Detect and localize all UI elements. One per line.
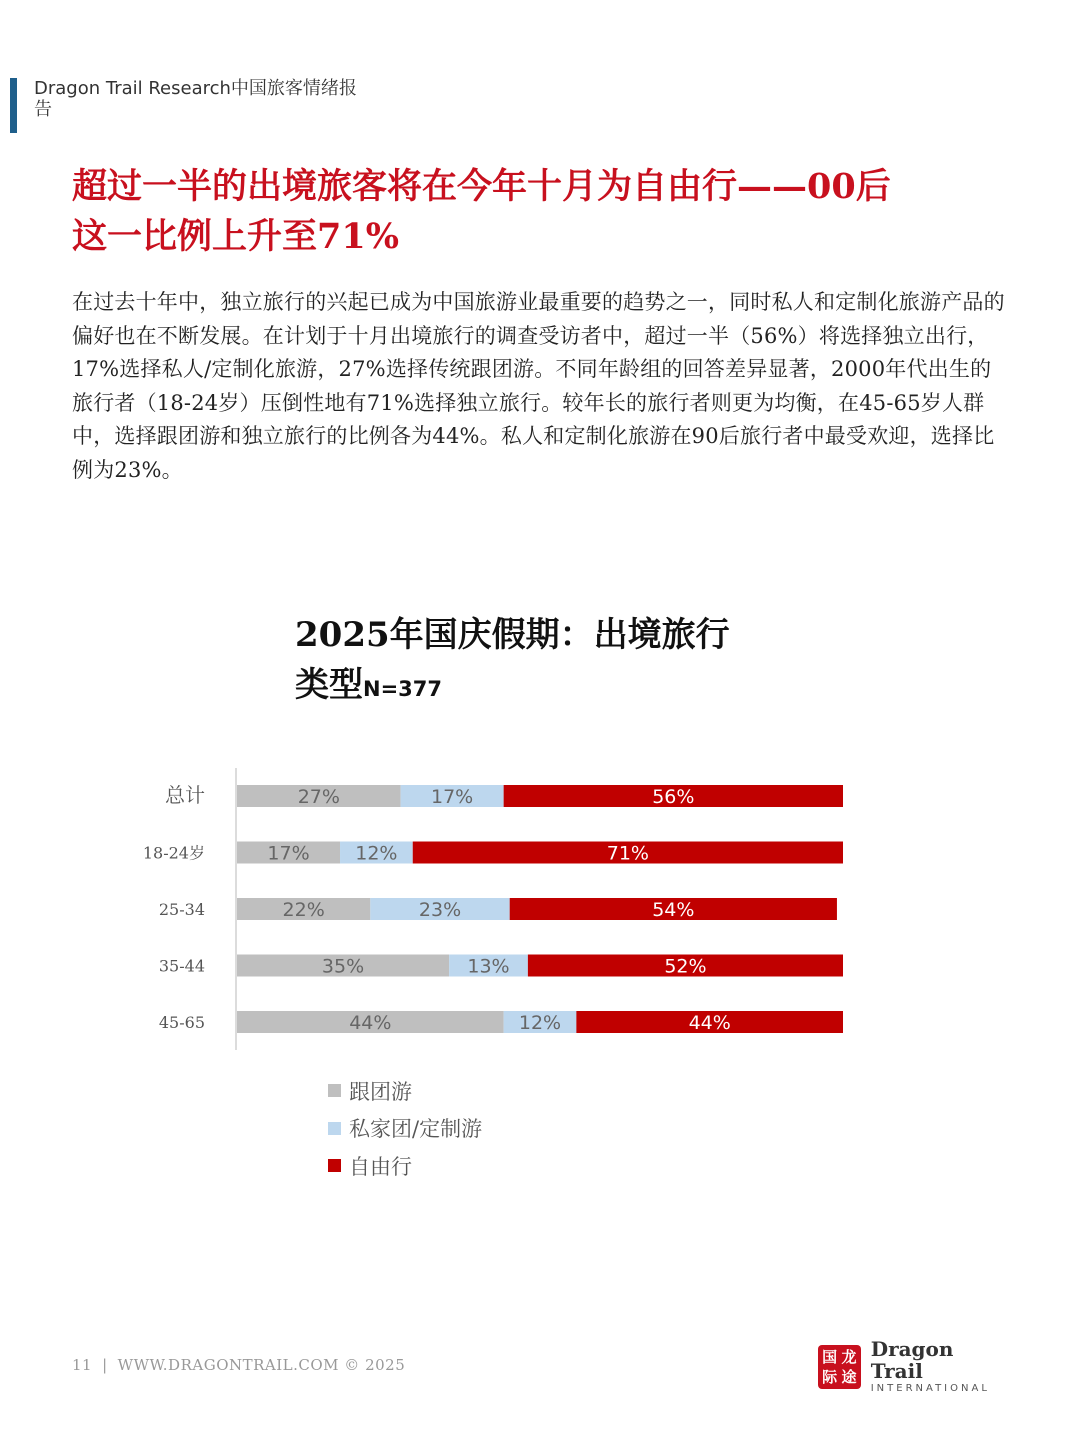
logo-seal	[818, 1345, 861, 1389]
logo-name: Dragon Trail	[870, 1337, 954, 1383]
logo-seal-char: 龙	[841, 1348, 857, 1366]
data-label: 23%	[418, 899, 462, 921]
logo-seal-char: 际	[822, 1368, 838, 1386]
chart-title-line-2: 类型	[295, 665, 363, 705]
logo-seal-char: 途	[841, 1368, 857, 1386]
legend-swatch	[328, 1122, 341, 1135]
headline-line-2: 这一比例上升至71%	[72, 216, 399, 257]
legend-item	[328, 1110, 628, 1148]
page-number: 11	[72, 1356, 93, 1374]
legend-label: 私家团/定制游	[349, 1117, 483, 1142]
category-label: 25-34	[158, 900, 205, 919]
footer-website: WWW.DRAGONTRAIL.COM © 2025	[117, 1356, 406, 1374]
legend-label: 跟团游	[349, 1079, 412, 1104]
data-label: 56%	[652, 786, 695, 808]
data-label: 22%	[282, 899, 325, 921]
headline-line-1: 超过一半的出境旅客将在今年十月为自由行——00后	[72, 166, 891, 207]
data-label: 17%	[267, 842, 310, 865]
data-label: 27%	[297, 786, 340, 808]
logo-subtitle: INTERNATIONAL	[870, 1383, 990, 1394]
data-label: 54%	[652, 899, 695, 921]
data-label: 52%	[664, 955, 707, 978]
category-label: 45-65	[158, 1013, 205, 1032]
dragon-trail-logo	[818, 1337, 1008, 1394]
data-label: 71%	[606, 842, 649, 865]
logo-seal-char: 国	[822, 1348, 838, 1366]
data-label: 35%	[321, 955, 365, 978]
chart-legend	[328, 1072, 628, 1185]
data-label: 17%	[431, 786, 474, 808]
data-label: 12%	[355, 842, 398, 865]
footer-separator: |	[102, 1356, 108, 1374]
body-paragraph: 在过去十年中，独立旅行的兴起已成为中国旅游业最重要的趋势之一，同时私人和定制化旅游产品的偏好也在不断发展。在计划于十月出境旅行的调查受访者中，超过一半（56%）将选择独立出行，17%选择私人/定制化旅游，27%选择传统跟团游。不同年龄组的回答差异显著，2000年代出生的旅行者（18-24岁）压倒性地有71%选择独立旅行。较年长的旅行者则更为均衡，在45-65岁人群中，选择跟团游和独立旅行的比例各为44%。私人和定制化旅游在90后旅行者中最受欢迎，选择比例为23%。	[72, 290, 1005, 482]
legend-swatch	[328, 1084, 341, 1097]
category-label: 总计	[165, 783, 205, 807]
data-label: 12%	[518, 1012, 562, 1034]
legend-swatch	[328, 1159, 341, 1172]
legend-item	[328, 1072, 628, 1110]
chart-title-line-1: 2025年国庆假期：出境旅行	[295, 615, 730, 655]
chart-sample-size: N=377	[363, 677, 443, 701]
category-label: 18-24岁	[142, 843, 205, 863]
data-label: 44%	[349, 1012, 392, 1034]
legend-item	[328, 1147, 628, 1185]
report-title: Dragon Trail Research中国旅客情绪报告	[34, 78, 357, 120]
category-label: 35-44	[158, 956, 205, 976]
data-label: 44%	[688, 1012, 731, 1034]
footer	[72, 1356, 572, 1374]
legend-label: 自由行	[349, 1154, 412, 1179]
data-label: 13%	[467, 955, 510, 978]
